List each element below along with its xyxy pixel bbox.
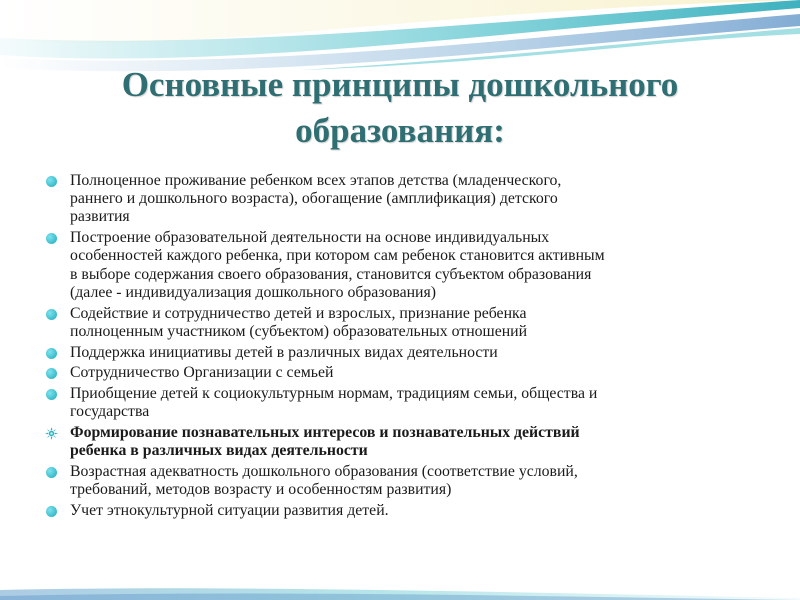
teal-dot-icon [46, 176, 57, 187]
list-item [44, 344, 764, 362]
item-text-line: полноценным участником (субъектом) образовательных отношений [70, 322, 528, 340]
item-text-line: Формирование познавательных интересов и познавательных действий [70, 424, 580, 442]
list-item [44, 172, 764, 227]
item-text-line: государства [70, 403, 150, 421]
teal-dot-icon [46, 348, 57, 359]
slide-title-line: образования: [295, 111, 505, 150]
slide-title [60, 62, 740, 154]
teal-dot-icon [46, 233, 57, 244]
teal-dot-icon [46, 506, 57, 517]
item-text-line: ребенка в различных видах деятельности [70, 442, 368, 460]
list-item-highlighted [44, 424, 764, 460]
item-text-line: Возрастная адекватность дошкольного образования (соответствие условий, [70, 463, 578, 481]
item-text-line: требований, методов возрасту и особенностям развития) [70, 481, 452, 499]
item-text-line: развития [70, 208, 130, 226]
item-text-line: Приобщение детей к социокультурным нормам, традициям семьи, общества и [70, 385, 598, 403]
item-text-line: Построение образовательной деятельности на основе индивидуальных [70, 229, 550, 247]
item-text-line: в выборе содержания своего образования, становится субъектом образования [70, 265, 592, 283]
sun-icon [45, 427, 58, 440]
item-text-line: Содействие и сотрудничество детей и взрослых, признание ребенка [70, 304, 527, 322]
item-text-line: особенностей каждого ребенка, при котором сам ребенок становится активным [70, 247, 605, 265]
teal-dot-icon [46, 368, 57, 379]
item-text-line: Учет этнокультурной ситуации развития детей. [70, 502, 389, 520]
teal-dot-icon [46, 389, 57, 400]
list-item [44, 463, 764, 499]
list-item [44, 385, 764, 421]
list-item [44, 364, 764, 382]
item-text-line: Полноценное проживание ребенком всех этапов детства (младенческого, [70, 172, 562, 189]
teal-dot-icon [46, 467, 57, 478]
principles-list [44, 172, 764, 523]
list-item [44, 305, 764, 341]
item-text-line: Сотрудничество Организации с семьей [70, 364, 334, 382]
slide-title-line: Основные принципы дошкольного [121, 65, 679, 104]
list-item [44, 502, 764, 520]
item-text-line: раннего и дошкольного возраста), обогащение (амплификация) детского [70, 190, 558, 208]
list-item [44, 229, 764, 302]
item-text-line: (далее - индивидуализация дошкольного образования) [70, 283, 437, 301]
teal-dot-icon [46, 309, 57, 320]
item-text-line: Поддержка инициативы детей в различных видах деятельности [70, 343, 498, 361]
